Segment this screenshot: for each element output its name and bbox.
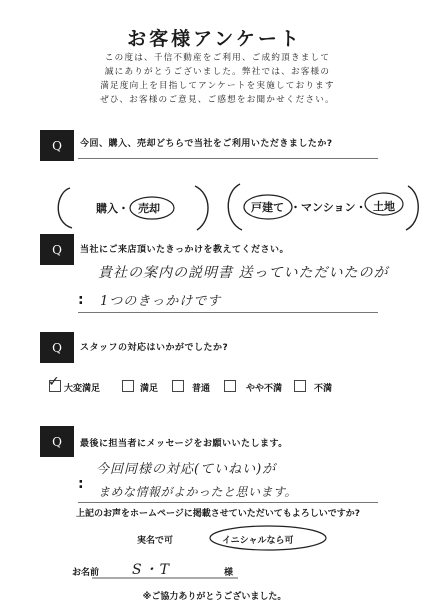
q2-bullet: : bbox=[78, 292, 84, 308]
intro-line: この度は、千信不動産をご利用、ご成約頂きまして bbox=[104, 53, 331, 63]
q3-option-somewhat-dissatisfied: やや不満 bbox=[246, 384, 283, 394]
q1-icon: Q bbox=[40, 130, 74, 161]
check-mark-icon: ✓ bbox=[48, 374, 60, 390]
q4-icon: Q bbox=[40, 426, 74, 457]
q1-option-buy: 購入・ bbox=[96, 202, 129, 215]
name-value: S・T bbox=[132, 562, 171, 578]
q3-option-dissatisfied: 不満 bbox=[314, 384, 333, 394]
q3-option-satisfied: 満足 bbox=[140, 384, 159, 394]
q3-icon: Q bbox=[40, 332, 74, 363]
q4-answer-line2: まめな情報がよかったと思います。 bbox=[98, 485, 298, 499]
q1-text: 今回、購入、売却どちらで当社をご利用いただきましたか? bbox=[80, 139, 333, 149]
q2-icon: Q bbox=[40, 234, 74, 265]
q1-option-sell: 売却 bbox=[138, 202, 160, 215]
q2-answer-line1: 貴社の案内の説明書 送っていただいたのが bbox=[98, 265, 389, 281]
intro-line: 満足度向上を目指してアンケートを実施しております bbox=[100, 81, 335, 91]
q4-text: 最後に担当者にメッセージをお願いいたします。 bbox=[80, 439, 288, 449]
q1-option-land: 土地 bbox=[373, 200, 395, 213]
page-title: お客様アンケート bbox=[127, 28, 302, 50]
q2-answer-line2: 1つのきっかけです bbox=[100, 294, 222, 309]
q2-text: 当社にご来店頂いたきっかけを教えてください。 bbox=[80, 245, 290, 255]
q3-option-very-satisfied: 大変満足 bbox=[64, 384, 101, 394]
q3-text: スタッフの対応はいかがでしたか? bbox=[80, 343, 229, 353]
q1-option-house: 戸建て bbox=[251, 201, 284, 214]
name-option-initial: イニシャルなら可 bbox=[222, 536, 294, 546]
name-option-real: 実名で可 bbox=[137, 536, 174, 546]
name-label: お名前 bbox=[72, 568, 100, 578]
q1-option-mansion: ・マンション・ bbox=[290, 201, 367, 214]
name-suffix: 様 bbox=[224, 568, 234, 578]
homepage-question: 上記のお声をホームページに掲載させていただいてもよろしいですか? bbox=[75, 509, 361, 519]
intro-line: ぜひ、お客様のご意見、ご感想をお聞かせください。 bbox=[100, 95, 335, 105]
q4-bullet: : bbox=[78, 476, 84, 492]
q4-answer-line1: 今回同様の対応(ていねい)が bbox=[96, 462, 277, 477]
footer-note: ※ご協力ありがとうございました。 bbox=[142, 592, 287, 602]
intro-line: 誠にありがとうございました。弊社では、お客様の bbox=[104, 67, 331, 77]
q3-option-neutral: 普通 bbox=[192, 384, 211, 394]
